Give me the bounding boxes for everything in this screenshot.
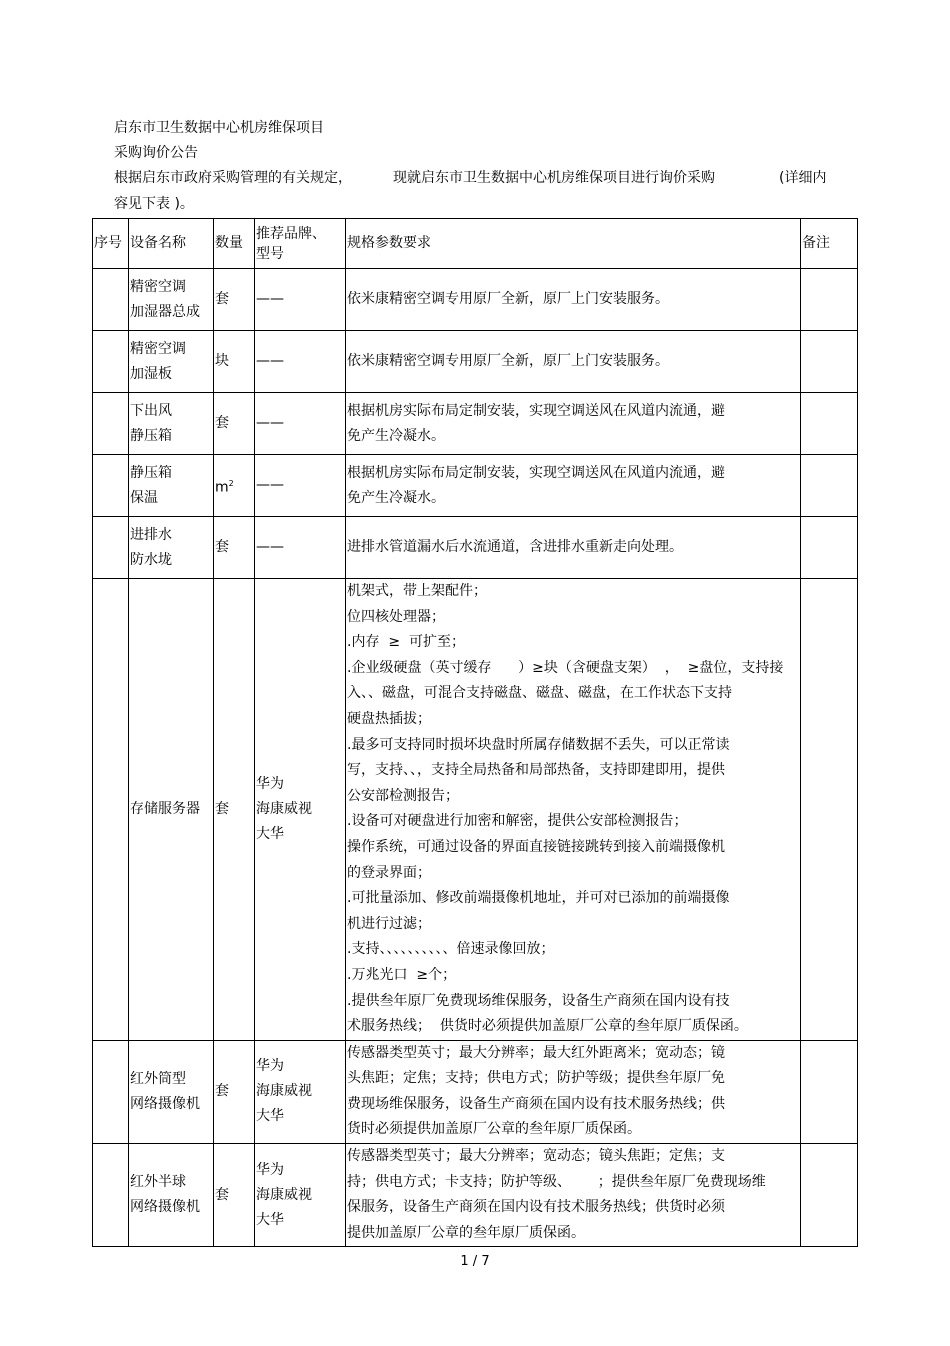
cell-brand: 华为 海康威视 大华: [255, 579, 346, 1041]
cell-name: 进排水 防水垅: [129, 517, 214, 579]
cell-name: 静压箱 保温: [129, 455, 214, 517]
header-brand: 推荐品牌、 型号: [255, 219, 346, 269]
cell-brand: 华为 海康威视 大华: [255, 1144, 346, 1247]
header-no: 序号: [93, 219, 129, 269]
table-row: [93, 579, 858, 1041]
cell-brand: ——: [255, 455, 346, 517]
cell-spec: 根据机房实际布局定制安装，实现空调送风在风道内流通，避 免产生冷凝水。: [346, 393, 801, 455]
procurement-table: [92, 218, 858, 1247]
cell-qty-superscript: 2: [228, 478, 234, 488]
cell-brand: ——: [255, 331, 346, 393]
page-number: 1 / 7: [460, 1254, 490, 1269]
header-spec: 规格参数要求: [346, 219, 801, 269]
cell-qty: 套: [214, 1144, 255, 1247]
cell-qty: 套: [214, 1040, 255, 1143]
cell-no: [93, 579, 129, 1041]
cell-name: 精密空调 加湿板: [129, 331, 214, 393]
cell-spec: 传感器类型英寸；最大分辨率；最大红外距离米；宽动态；镜 头焦距；定焦；支持；供电方式；防护等级；提供叁年原厂免 费现场维保服务，设备生产商须在国内设有技术服务热线；供 货时必须提供加盖原厂公章的叁年原厂质保函。: [346, 1040, 801, 1143]
intro-part-2: 现就启东市卫生数据中心机房维保项目进行询价采购: [393, 170, 715, 186]
table-row: [93, 1144, 858, 1247]
cell-qty: 块: [214, 331, 255, 393]
cell-qty-unit: m: [215, 479, 229, 496]
cell-note: [801, 1144, 858, 1247]
cell-spec: 依米康精密空调专用原厂全新，原厂上门安装服务。: [346, 269, 801, 331]
cell-no: [93, 393, 129, 455]
cell-brand: ——: [255, 269, 346, 331]
table-row: [93, 393, 858, 455]
cell-spec: 机架式，带上架配件； 位四核处理器； .内存 ≥ 可扩至； .企业级硬盘（英寸缓存 ）≥块（含硬盘支架） ， ≥盘位，支持接 入、、磁盘，可混合支持磁盘、磁盘、磁盘，在工作状态下支持 硬盘热插拔； .最多可支持同时损坏块盘时所属存储数据不丢失，可以正常读 写，支持、、，支持全局热备和局部热备，支持即建即用，提供 公安部检测报告； .设备可对硬盘进行加密和解密，提供公安部检测报告； 操作系统，可通过设备的界面直接链接跳转到接入前端摄像机 的登录界面； .可批量添加、修改前端摄像机地址，并可对已添加的前端摄像 机进行过滤； .支持、、、、、、、、、、倍速录像回放； .万兆光口 ≥个； .提供叁年原厂免费现场维保服务，设备生产商须在国内设有技 术服务热线； 供货时必须提供加盖原厂公章的叁年原厂质保函。: [346, 579, 801, 1041]
cell-qty: 套: [214, 269, 255, 331]
cell-spec: 依米康精密空调专用原厂全新，原厂上门安装服务。: [346, 331, 801, 393]
cell-note: [801, 579, 858, 1041]
cell-name: 红外半球 网络摄像机: [129, 1144, 214, 1247]
cell-qty: 套: [214, 579, 255, 1041]
intro-part-1: 根据启东市政府采购管理的有关规定，: [114, 170, 352, 186]
cell-note: [801, 331, 858, 393]
table-row: [93, 1040, 858, 1143]
cell-no: [93, 517, 129, 579]
cell-note: [801, 455, 858, 517]
cell-spec: 进排水管道漏水后水流通道，含进排水重新走向处理。: [346, 517, 801, 579]
cell-no: [93, 1040, 129, 1143]
header-qty: 数量: [214, 219, 255, 269]
cell-qty: [214, 455, 255, 517]
table-row: [93, 269, 858, 331]
cell-no: [93, 1144, 129, 1247]
table-row: [93, 517, 858, 579]
cell-brand: ——: [255, 393, 346, 455]
cell-qty: 套: [214, 393, 255, 455]
cell-note: [801, 517, 858, 579]
doc-title: 启东市卫生数据中心机房维保项目: [114, 120, 324, 136]
cell-name: 存储服务器: [129, 579, 214, 1041]
header-name: 设备名称: [129, 219, 214, 269]
cell-no: [93, 331, 129, 393]
intro-part-3: (详细内: [779, 170, 827, 186]
cell-qty: 套: [214, 517, 255, 579]
cell-spec: 传感器类型英寸；最大分辨率；宽动态；镜头焦距；定焦；支 持；供电方式；卡支持；防护等级、 ；提供叁年原厂免费现场维 保服务，设备生产商须在国内设有技术服务热线；供货时必须 提供加盖原厂公章的叁年原厂质保函。: [346, 1144, 801, 1247]
doc-subtitle: 采购询价公告: [114, 145, 198, 161]
cell-name: 下出风 静压箱: [129, 393, 214, 455]
cell-note: [801, 269, 858, 331]
table-row: [93, 331, 858, 393]
cell-note: [801, 1040, 858, 1143]
cell-name: 红外筒型 网络摄像机: [129, 1040, 214, 1143]
cell-brand: 华为 海康威视 大华: [255, 1040, 346, 1143]
table-header-row: [93, 219, 858, 269]
cell-no: [93, 455, 129, 517]
cell-brand: ——: [255, 517, 346, 579]
cell-no: [93, 269, 129, 331]
intro-line-2: 容见下表 )。: [114, 196, 194, 212]
header-note: 备注: [801, 219, 858, 269]
cell-spec: 根据机房实际布局定制安装，实现空调送风在风道内流通，避 免产生冷凝水。: [346, 455, 801, 517]
table-row: [93, 455, 858, 517]
cell-name: 精密空调 加湿器总成: [129, 269, 214, 331]
cell-note: [801, 393, 858, 455]
intro-line-1: [114, 168, 827, 188]
